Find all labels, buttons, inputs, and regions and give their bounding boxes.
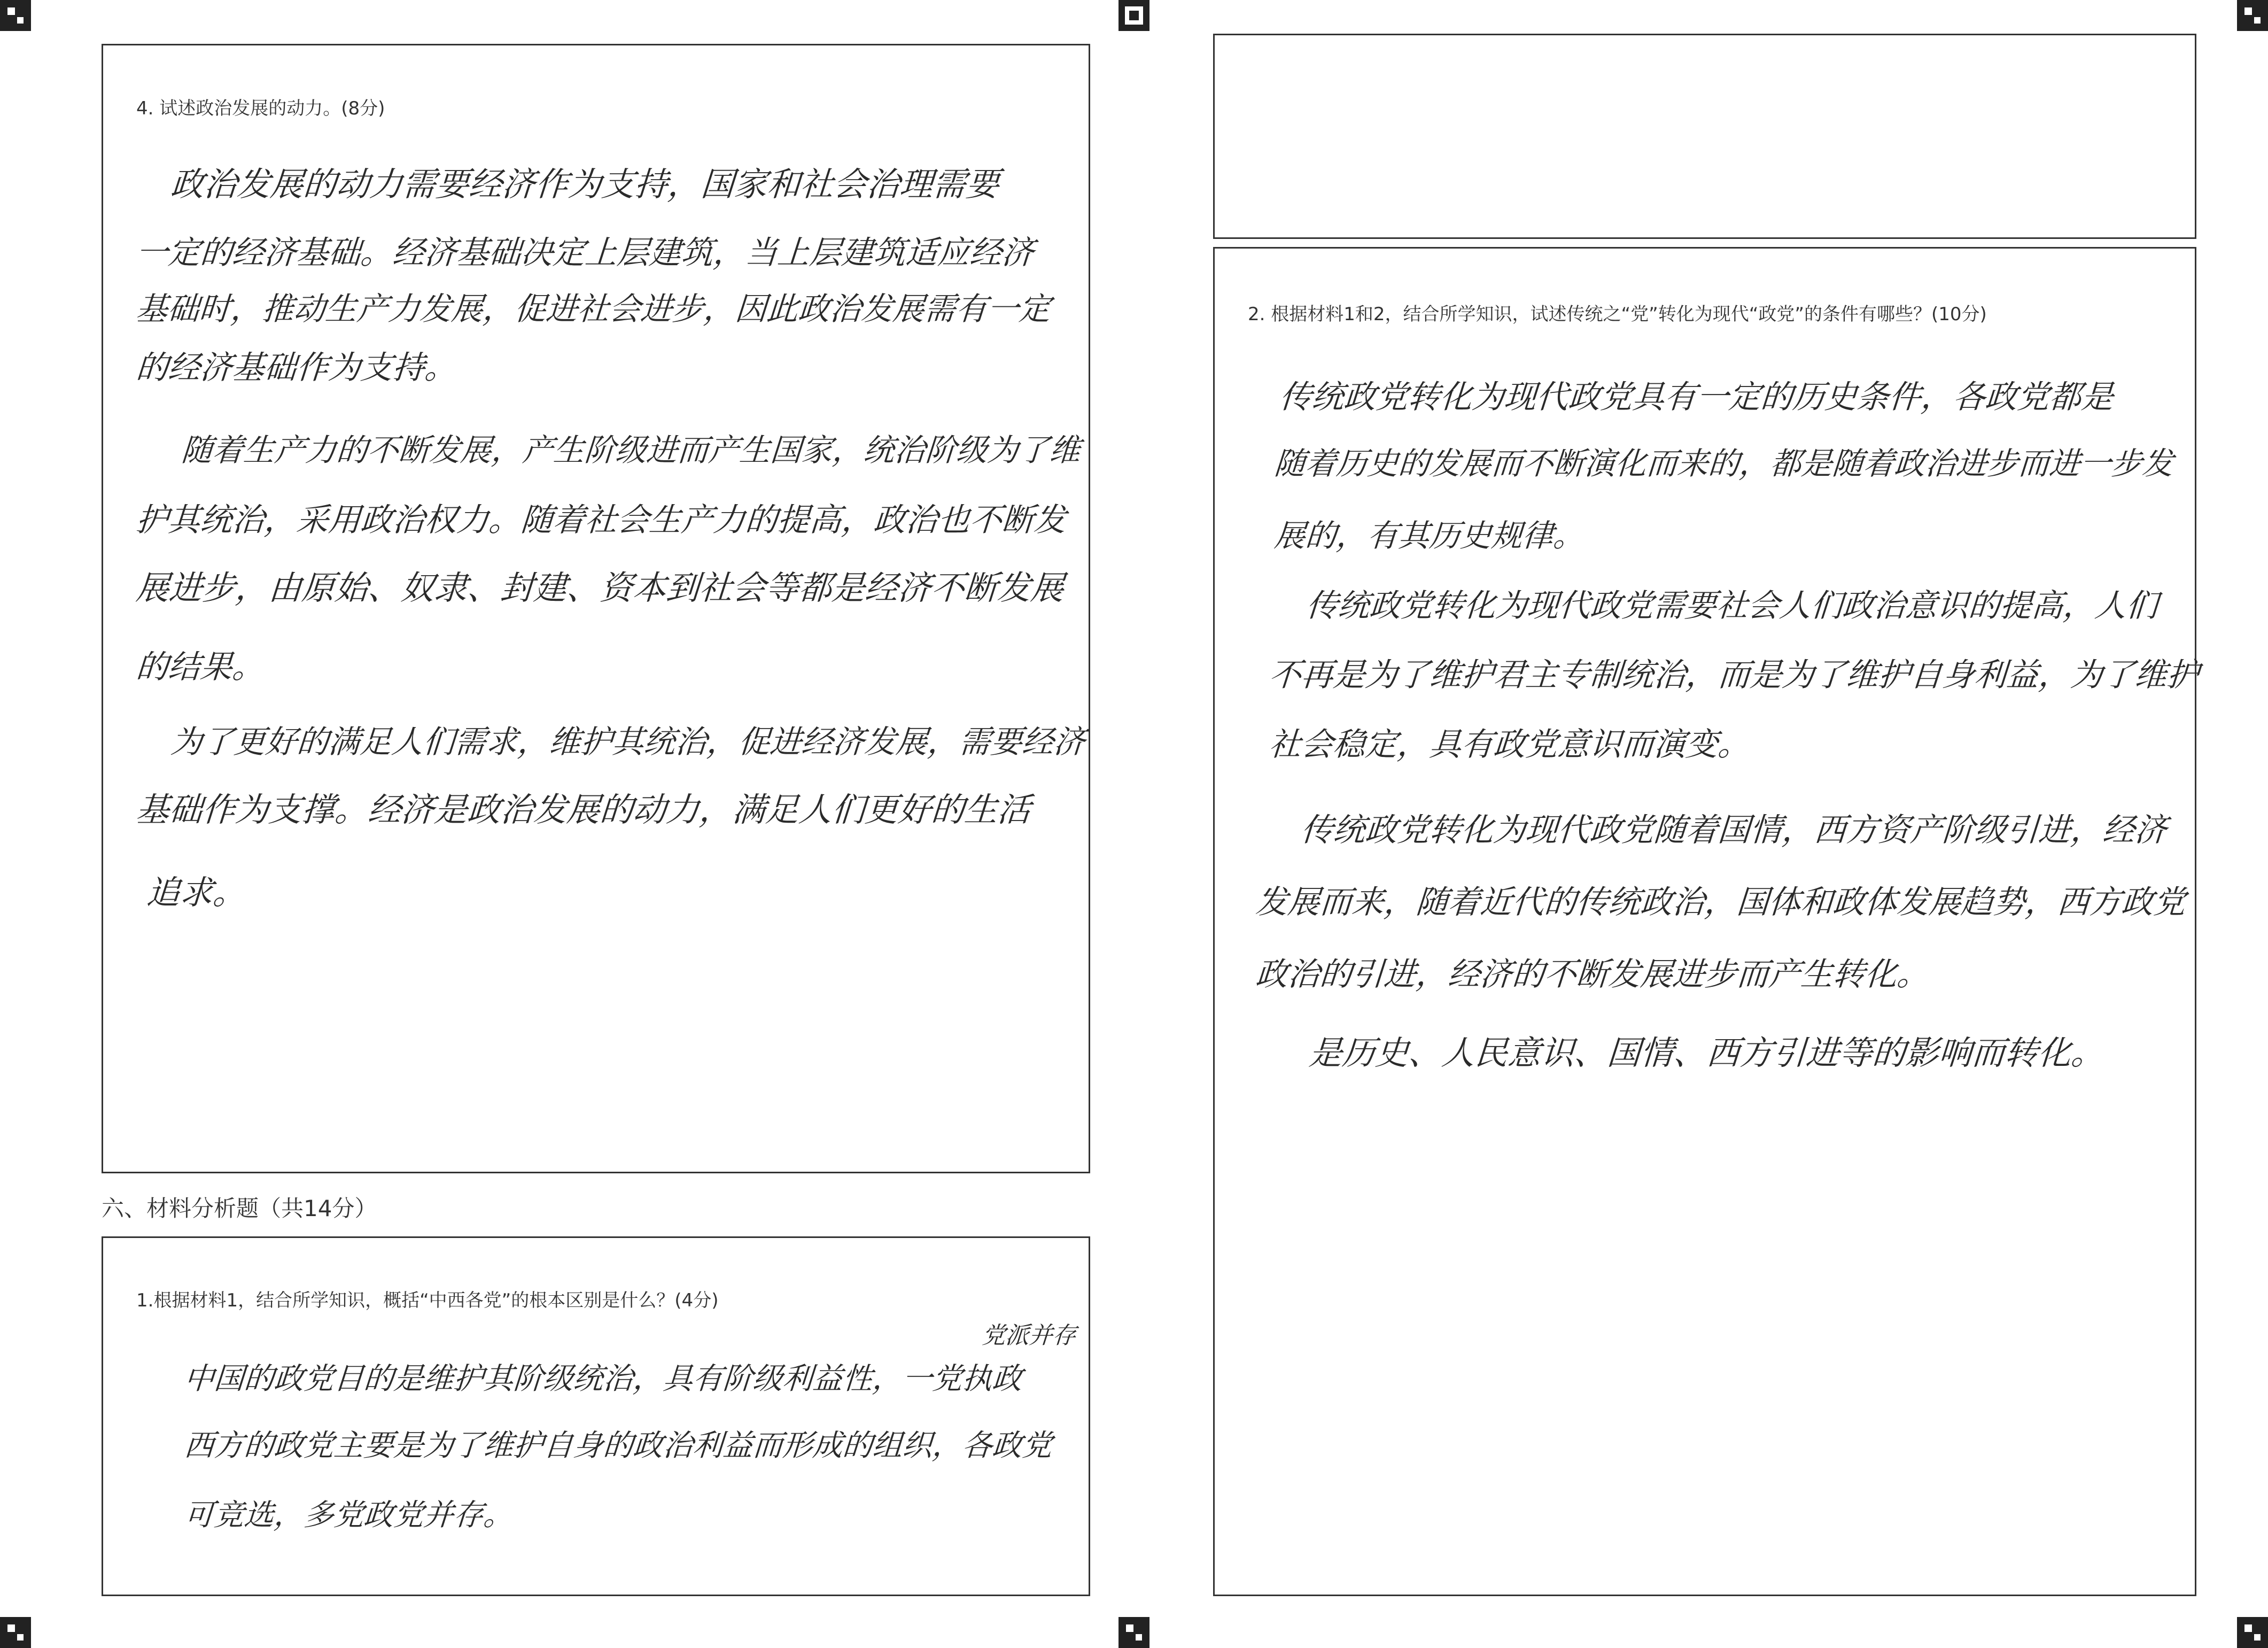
handwritten-line: 政治的引进，经济的不断发展进步而产生转化。 — [1254, 956, 1931, 993]
scan-marker-icon — [0, 1617, 31, 1648]
handwritten-line: 发展而来，随着近代的传统政治，国体和政体发展趋势，西方政党 — [1254, 884, 2187, 921]
handwritten-line: 社会稳定，具有政党意识而演变。 — [1268, 726, 1752, 763]
handwritten-line: 西方的政党主要是为了维护自身的政治利益而形成的组织，各政党 — [183, 1428, 1053, 1463]
handwritten-line: 中国的政党目的是维护其阶级统治，具有阶级利益性，一党执政 — [183, 1361, 1023, 1396]
handwritten-line: 护其统治，采用政治权力。随着社会生产力的提高，政治也不断发 — [135, 501, 1068, 539]
question-title-q1: 1.根据材料1，结合所学知识，概括“中西各党”的根本区别是什么？(4分) — [136, 1290, 719, 1311]
handwritten-line: 一定的经济基础。经济基础决定上层建筑，当上层建筑适应经济 — [135, 234, 1036, 272]
scan-marker-icon — [1119, 0, 1149, 31]
handwritten-line: 可竞选，多党政党并存。 — [183, 1498, 515, 1533]
scan-marker-icon — [1119, 1617, 1149, 1648]
handwritten-line: 传统政党转化为现代政党随着国情，西方资产阶级引进，经济 — [1300, 811, 2169, 849]
handwritten-line: 展进步，由原始、奴隶、封建、资本到社会等都是经济不断发展 — [135, 568, 1066, 607]
handwritten-line: 基础时，推动生产力发展，促进社会进步，因此政治发展需有一定 — [135, 290, 1052, 327]
handwritten-line: 随着生产力的不断发展，产生阶级进而产生国家，统治阶级为了维 — [180, 432, 1082, 468]
section-heading: 六、材料分析题（共14分） — [102, 1195, 377, 1221]
handwritten-line: 为了更好的满足人们需求，维护其统治，促进经济发展，需要经济 — [169, 723, 1087, 760]
margin-note: 党派并存 — [981, 1322, 1077, 1349]
handwritten-line: 传统政党转化为现代政党需要社会人们政治意识的提高，人们 — [1305, 587, 2160, 624]
scan-marker-icon — [0, 0, 31, 31]
handwritten-line: 基础作为支撑。经济是政治发展的动力，满足人们更好的生活 — [135, 790, 1032, 829]
handwritten-line: 不再是为了维护君主专制统治，而是为了维护自身利益，为了维护 — [1268, 656, 2201, 694]
scan-marker-icon — [2237, 1617, 2268, 1648]
handwritten-line: 的经济基础作为支持。 — [135, 349, 459, 386]
handwritten-line: 随着历史的发展而不断演化而来的，都是随着政治进步而进一步发 — [1273, 445, 2175, 482]
question-title-q2: 2. 根据材料1和2，结合所学知识，试述传统之“党”转化为现代“政党”的条件有哪些？(10分) — [1248, 304, 1987, 325]
handwritten-line: 的结果。 — [135, 648, 266, 686]
handwritten-line: 是历史、人民意识、国情、西方引进等的影响而转化。 — [1308, 1033, 2106, 1072]
handwritten-line: 政治发展的动力需要经济作为支持，国家和社会治理需要 — [169, 165, 1001, 204]
handwritten-line: 追求。 — [145, 873, 248, 912]
handwritten-line: 传统政党转化为现代政党具有一定的历史条件，各政党都是 — [1278, 378, 2115, 416]
handwritten-line: 展的，有其历史规律。 — [1273, 517, 1586, 554]
answer-box-blank — [1213, 34, 2196, 239]
question-title-q4: 4. 试述政治发展的动力。(8分) — [136, 98, 385, 119]
scan-marker-icon — [2237, 0, 2268, 31]
